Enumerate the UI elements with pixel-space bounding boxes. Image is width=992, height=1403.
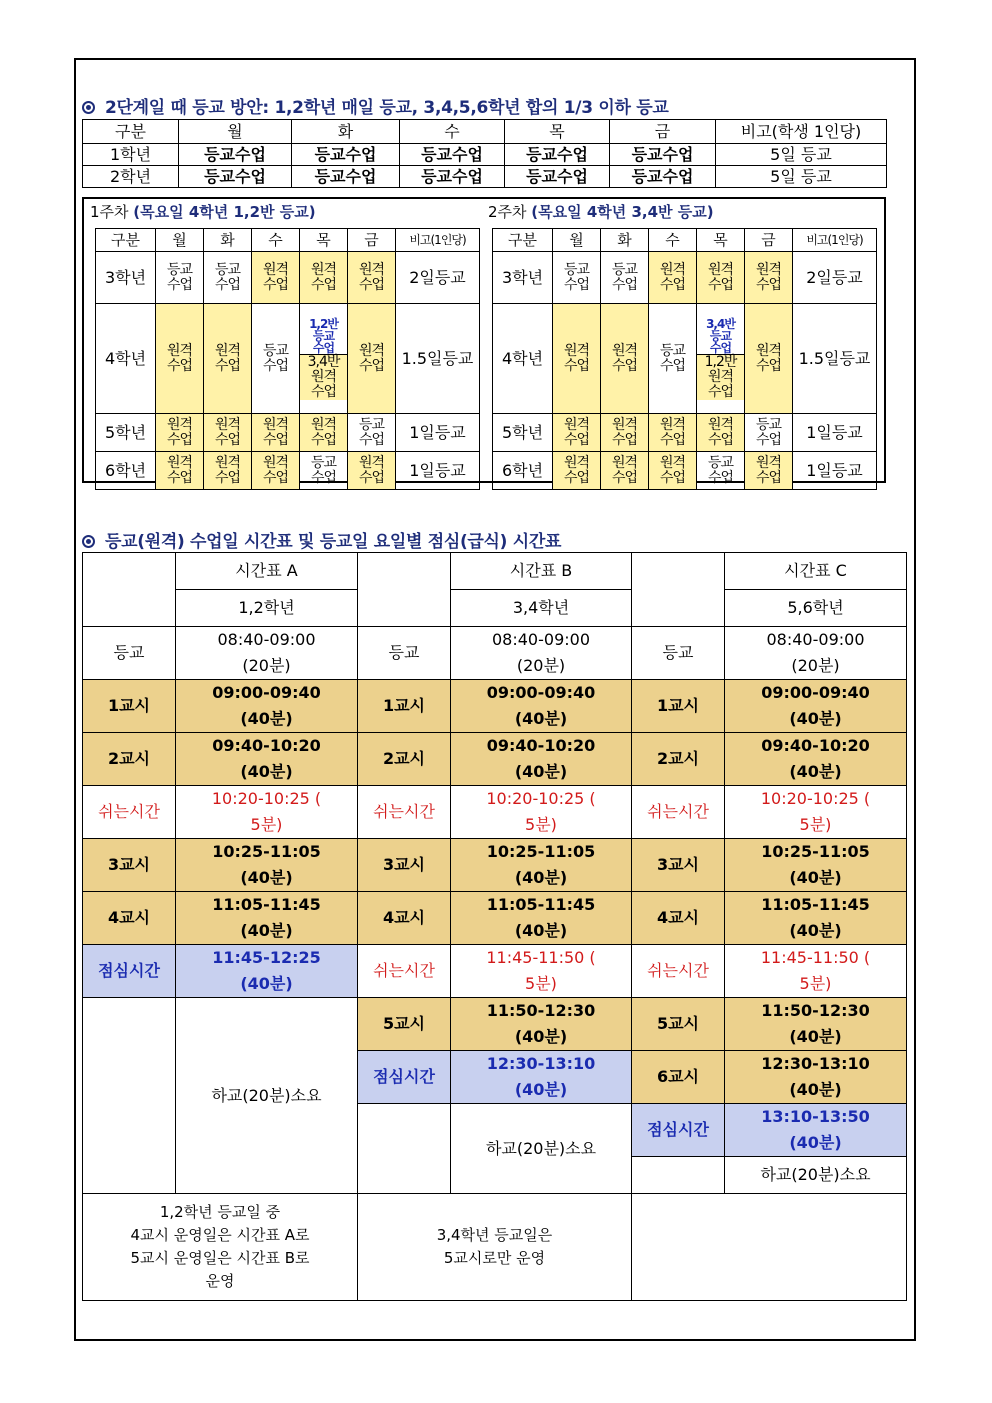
bullet-icon xyxy=(82,535,95,548)
time-range: 12:30-13:10 xyxy=(486,1054,596,1073)
thursday-remote: 1,2반 원격 수업 xyxy=(697,355,744,400)
note-line: 5교시 운영일은 시간표 B로 xyxy=(130,1249,310,1267)
blank-cell xyxy=(83,998,176,1194)
period-label: 점심시간 xyxy=(632,1104,725,1157)
day-cell: 원격 수업 xyxy=(252,414,300,452)
day-cell: 원격 수업 xyxy=(204,452,252,490)
time-range: 10:25-11:05 xyxy=(212,842,321,861)
note-cell: 2일등교 xyxy=(793,252,877,304)
header-cell: 수 xyxy=(252,229,300,252)
duration: (40분) xyxy=(789,762,842,781)
day-cell: 원격 수업 xyxy=(252,252,300,304)
period-label: 쉬는시간 xyxy=(632,786,725,839)
table-header-row xyxy=(96,229,480,252)
duration: 5분) xyxy=(799,974,832,993)
blank-cell xyxy=(632,1157,725,1194)
duration: (40분) xyxy=(789,921,842,940)
time-cell xyxy=(176,786,358,839)
time-cell xyxy=(451,892,632,945)
day-cell: 원격 수업 xyxy=(745,304,793,414)
day-cell: 원격 수업 xyxy=(601,304,649,414)
dismissal-cell: 하교(20분)소요 xyxy=(176,998,358,1194)
period-label: 쉬는시간 xyxy=(358,786,451,839)
time-range: 10:20-10:25 ( xyxy=(760,789,871,808)
time-cell xyxy=(451,733,632,786)
day-cell: 원격 수업 xyxy=(204,304,252,414)
day-cell: 원격 수업 xyxy=(745,252,793,304)
note-line: 5교시로만 운영 xyxy=(443,1249,546,1267)
time-cell xyxy=(725,680,907,733)
duration: (20분) xyxy=(516,656,566,675)
period-label: 등교 xyxy=(358,627,451,680)
note-line: 운영 xyxy=(205,1272,235,1290)
duration: (40분) xyxy=(240,709,293,728)
duration: (40분) xyxy=(514,921,568,940)
note-cell: 1일등교 xyxy=(396,452,480,490)
header-cell: 월 xyxy=(553,229,601,252)
note-line: 3,4학년 등교일은 xyxy=(436,1226,553,1244)
dismissal-cell: 하교(20분)소요 xyxy=(451,1104,632,1194)
table-row xyxy=(83,166,887,188)
thursday-attend: 1,2반 등교 수업 xyxy=(300,318,347,355)
time-range: 10:20-10:25 ( xyxy=(211,789,322,808)
time-range: 13:10-13:50 xyxy=(761,1107,870,1126)
notes-row xyxy=(83,1194,907,1301)
header-cell: 목 xyxy=(300,229,348,252)
day-cell: 원격 수업 xyxy=(348,252,396,304)
duration: 5분) xyxy=(799,815,832,834)
day-cell: 등교 수업 xyxy=(300,452,348,490)
header-cell: 화 xyxy=(292,120,400,144)
schedule-title: 시간표 B xyxy=(451,553,632,590)
duration: (40분) xyxy=(789,1080,842,1099)
period5-row xyxy=(83,998,907,1051)
day-cell: 원격 수업 xyxy=(204,414,252,452)
blank-cell xyxy=(358,553,451,627)
table-row xyxy=(493,414,877,452)
time-cell xyxy=(451,680,632,733)
day-cell: 등교 수업 xyxy=(649,304,697,414)
day-cell: 원격 수업 xyxy=(697,414,745,452)
time-range: 11:45-11:50 ( xyxy=(486,948,596,967)
day-cell: 등교 수업 xyxy=(348,414,396,452)
note-cell: 1일등교 xyxy=(793,452,877,490)
table-header-row xyxy=(493,229,877,252)
day-cell: 원격 수업 xyxy=(601,414,649,452)
note-cell xyxy=(83,1194,358,1301)
time-cell xyxy=(176,892,358,945)
duration: (40분) xyxy=(240,762,293,781)
grade-cell: 5학년 xyxy=(96,414,156,452)
header-cell: 화 xyxy=(204,229,252,252)
blank-cell xyxy=(632,553,725,627)
day-cell: 원격 수업 xyxy=(156,414,204,452)
section1-heading xyxy=(82,93,668,118)
duration: (40분) xyxy=(240,921,293,940)
table-row xyxy=(96,252,480,304)
header-cell: 금 xyxy=(348,229,396,252)
time-cell xyxy=(725,1104,907,1157)
split-cell xyxy=(300,304,348,414)
duration: (20분) xyxy=(791,656,840,675)
table-row xyxy=(96,304,480,414)
time-cell xyxy=(451,839,632,892)
day-cell: 원격 수업 xyxy=(553,414,601,452)
week1-title-bold: (목요일 4학년 1,2반 등교) xyxy=(133,203,316,221)
week1-table xyxy=(95,228,480,490)
header-cell: 수 xyxy=(649,229,697,252)
blank-cell xyxy=(83,553,176,627)
note-cell: 1일등교 xyxy=(793,414,877,452)
schedule-title: 시간표 A xyxy=(176,553,358,590)
time-range: 11:50-12:30 xyxy=(761,1001,870,1020)
time-range: 09:00-09:40 xyxy=(486,683,596,702)
note-cell: 1일등교 xyxy=(396,414,480,452)
schedule-title: 시간표 C xyxy=(725,553,907,590)
time-cell xyxy=(451,627,632,680)
time-cell xyxy=(451,1051,632,1104)
duration: (40분) xyxy=(240,868,293,887)
duration: 5분) xyxy=(525,815,557,834)
period-label: 4교시 xyxy=(632,892,725,945)
header-cell: 목 xyxy=(697,229,745,252)
section1-heading-text: 2단계일 때 등교 방안: 1,2학년 매일 등교, 3,4,5,6학년 합의 1/3 이하 등교 xyxy=(105,98,669,118)
time-range: 10:20-10:25 ( xyxy=(486,789,596,808)
time-range: 10:25-11:05 xyxy=(486,842,596,861)
time-cell xyxy=(176,680,358,733)
day-cell: 등교수업 xyxy=(292,144,400,166)
schedule-grades: 5,6학년 xyxy=(725,590,907,627)
duration: (40분) xyxy=(514,868,568,887)
period-label: 점심시간 xyxy=(83,945,176,998)
grade-cell: 5학년 xyxy=(493,414,553,452)
day-cell: 등교 수업 xyxy=(697,452,745,490)
duration: 5분) xyxy=(525,974,557,993)
time-range: 12:30-13:10 xyxy=(761,1054,870,1073)
duration: (40분) xyxy=(789,1027,842,1046)
grade-cell: 6학년 xyxy=(493,452,553,490)
day-cell: 등교수업 xyxy=(610,166,716,188)
day-cell: 등교 수업 xyxy=(553,252,601,304)
day-cell: 등교수업 xyxy=(292,166,400,188)
week2-title xyxy=(488,201,714,222)
table-header-row xyxy=(83,120,887,144)
day-cell: 등교 수업 xyxy=(156,252,204,304)
header-cell: 목 xyxy=(505,120,610,144)
header-cell: 구분 xyxy=(96,229,156,252)
time-cell xyxy=(725,945,907,998)
note-cell: 2일등교 xyxy=(396,252,480,304)
day-cell: 등교수업 xyxy=(610,144,716,166)
day-cell: 원격 수업 xyxy=(348,304,396,414)
day-cell: 원격 수업 xyxy=(745,452,793,490)
day-cell: 등교수업 xyxy=(505,144,610,166)
day-cell: 원격 수업 xyxy=(300,252,348,304)
blank-cell xyxy=(632,1194,907,1301)
dismissal-cell: 하교(20분)소요 xyxy=(725,1157,907,1194)
time-cell xyxy=(725,1051,907,1104)
grade-cell: 2학년 xyxy=(83,166,179,188)
split-cell xyxy=(697,304,745,414)
day-cell: 등교수업 xyxy=(179,144,292,166)
grade-cell: 4학년 xyxy=(96,304,156,414)
section2-heading xyxy=(82,527,561,552)
period-label: 3교시 xyxy=(358,839,451,892)
week2-title-bold: (목요일 4학년 3,4반 등교) xyxy=(531,203,714,221)
day-cell: 원격 수업 xyxy=(156,304,204,414)
time-cell xyxy=(176,839,358,892)
grade-cell: 1학년 xyxy=(83,144,179,166)
time-range: 08:40-09:00 xyxy=(766,630,865,649)
day-cell: 등교수업 xyxy=(400,166,505,188)
day-cell: 등교 수업 xyxy=(745,414,793,452)
period-label: 3교시 xyxy=(632,839,725,892)
day-cell: 등교 수업 xyxy=(204,252,252,304)
duration: (40분) xyxy=(789,709,842,728)
day-cell: 등교 수업 xyxy=(252,304,300,414)
table-row xyxy=(96,414,480,452)
day-cell: 원격 수업 xyxy=(697,252,745,304)
day-cell: 원격 수업 xyxy=(252,452,300,490)
day-cell: 원격 수업 xyxy=(649,414,697,452)
table-row xyxy=(96,452,480,490)
break1-row xyxy=(83,786,907,839)
lunch-break-row xyxy=(83,945,907,998)
day-cell: 원격 수업 xyxy=(649,452,697,490)
period2-row xyxy=(83,733,907,786)
note-cell: 1.5일등교 xyxy=(396,304,480,414)
period-label: 1교시 xyxy=(632,680,725,733)
period-label: 4교시 xyxy=(83,892,176,945)
thursday-remote: 3,4반 원격 수업 xyxy=(300,355,347,400)
period-label: 점심시간 xyxy=(358,1051,451,1104)
note-cell: 5일 등교 xyxy=(716,166,887,188)
day-cell: 원격 수업 xyxy=(156,452,204,490)
day-cell: 원격 수업 xyxy=(348,452,396,490)
duration: (40분) xyxy=(789,1133,842,1152)
day-cell: 등교수업 xyxy=(179,166,292,188)
day-cell: 원격 수업 xyxy=(649,252,697,304)
period-label: 6교시 xyxy=(632,1051,725,1104)
time-cell xyxy=(451,786,632,839)
grade-cell: 6학년 xyxy=(96,452,156,490)
time-range: 09:40-10:20 xyxy=(212,736,321,755)
day-cell: 원격 수업 xyxy=(300,414,348,452)
header-cell: 금 xyxy=(745,229,793,252)
duration: (40분) xyxy=(789,868,842,887)
period4-row xyxy=(83,892,907,945)
period1-row xyxy=(83,680,907,733)
day-cell: 원격 수업 xyxy=(601,452,649,490)
timetable xyxy=(82,552,907,1301)
week2-title-prefix: 2주차 xyxy=(488,203,532,221)
period-label: 쉬는시간 xyxy=(632,945,725,998)
table-row xyxy=(493,452,877,490)
period-label: 쉬는시간 xyxy=(83,786,176,839)
header-cell: 화 xyxy=(601,229,649,252)
table-row xyxy=(83,144,887,166)
time-range: 11:50-12:30 xyxy=(486,1001,596,1020)
time-cell xyxy=(725,892,907,945)
period-label: 5교시 xyxy=(632,998,725,1051)
arrival-row xyxy=(83,627,907,680)
time-cell xyxy=(451,998,632,1051)
header-cell: 비고(학생 1인당) xyxy=(716,120,887,144)
time-range: 09:00-09:40 xyxy=(212,683,321,702)
week1-title-prefix: 1주차 xyxy=(90,203,134,221)
header-cell: 월 xyxy=(179,120,292,144)
duration: 5분) xyxy=(250,815,283,834)
period-label: 2교시 xyxy=(83,733,176,786)
time-range: 09:00-09:40 xyxy=(761,683,870,702)
time-cell xyxy=(725,627,907,680)
header-cell: 비고(1인당) xyxy=(396,229,480,252)
time-cell xyxy=(176,733,358,786)
section2-heading-text: 등교(원격) 수업일 시간표 및 등교일 요일별 점심(급식) 시간표 xyxy=(105,532,562,552)
time-range: 08:40-09:00 xyxy=(492,630,590,649)
duration: (40분) xyxy=(514,762,568,781)
note-line: 1,2학년 등교일 중 xyxy=(159,1203,281,1221)
period-label: 2교시 xyxy=(358,733,451,786)
period-label: 1교시 xyxy=(83,680,176,733)
note-cell: 5일 등교 xyxy=(716,144,887,166)
duration: (20분) xyxy=(242,656,291,675)
day-cell: 등교수업 xyxy=(400,144,505,166)
time-range: 08:40-09:00 xyxy=(217,630,316,649)
period-label: 3교시 xyxy=(83,839,176,892)
thursday-attend: 3,4반 등교 수업 xyxy=(697,318,744,355)
day-cell: 등교 수업 xyxy=(601,252,649,304)
header-cell: 구분 xyxy=(83,120,179,144)
day-cell: 원격 수업 xyxy=(553,304,601,414)
table-row xyxy=(83,590,907,627)
time-cell xyxy=(725,786,907,839)
period-label: 5교시 xyxy=(358,998,451,1051)
week2-table xyxy=(492,228,877,490)
time-range: 09:40-10:20 xyxy=(486,736,596,755)
header-cell: 월 xyxy=(156,229,204,252)
time-cell xyxy=(725,998,907,1051)
bullet-icon xyxy=(82,101,95,114)
table-row xyxy=(493,252,877,304)
period-label: 쉬는시간 xyxy=(358,945,451,998)
table-row xyxy=(493,304,877,414)
header-cell: 수 xyxy=(400,120,505,144)
period-label: 등교 xyxy=(632,627,725,680)
grade-cell: 4학년 xyxy=(493,304,553,414)
time-range: 11:05-11:45 xyxy=(212,895,321,914)
day-cell: 등교수업 xyxy=(505,166,610,188)
time-cell xyxy=(451,945,632,998)
time-cell xyxy=(725,839,907,892)
time-range: 10:25-11:05 xyxy=(761,842,870,861)
time-range: 11:45-12:25 xyxy=(212,948,321,967)
period-label: 4교시 xyxy=(358,892,451,945)
note-cell xyxy=(358,1194,632,1301)
time-cell xyxy=(176,627,358,680)
time-range: 09:40-10:20 xyxy=(761,736,870,755)
blank-cell xyxy=(358,1104,451,1194)
header-cell: 구분 xyxy=(493,229,553,252)
note-cell: 1.5일등교 xyxy=(793,304,877,414)
header-cell: 비고(1인당) xyxy=(793,229,877,252)
time-range: 11:45-11:50 ( xyxy=(760,948,871,967)
time-range: 11:05-11:45 xyxy=(486,895,596,914)
time-cell xyxy=(176,945,358,998)
schedule-grades: 1,2학년 xyxy=(176,590,358,627)
duration: (40분) xyxy=(240,974,293,993)
table-row xyxy=(83,553,907,590)
day-cell: 원격 수업 xyxy=(553,452,601,490)
time-range: 11:05-11:45 xyxy=(761,895,870,914)
grade-cell: 3학년 xyxy=(493,252,553,304)
note-line: 4교시 운영일은 시간표 A로 xyxy=(130,1226,310,1244)
period-label: 2교시 xyxy=(632,733,725,786)
duration: (40분) xyxy=(514,1080,568,1099)
daily-attendance-table xyxy=(82,119,887,188)
period3-row xyxy=(83,839,907,892)
duration: (40분) xyxy=(514,1027,568,1046)
time-cell xyxy=(725,733,907,786)
header-cell: 금 xyxy=(610,120,716,144)
grade-cell: 3학년 xyxy=(96,252,156,304)
week1-title xyxy=(90,201,316,222)
duration: (40분) xyxy=(514,709,568,728)
period-label: 등교 xyxy=(83,627,176,680)
schedule-grades: 3,4학년 xyxy=(451,590,632,627)
period-label: 1교시 xyxy=(358,680,451,733)
